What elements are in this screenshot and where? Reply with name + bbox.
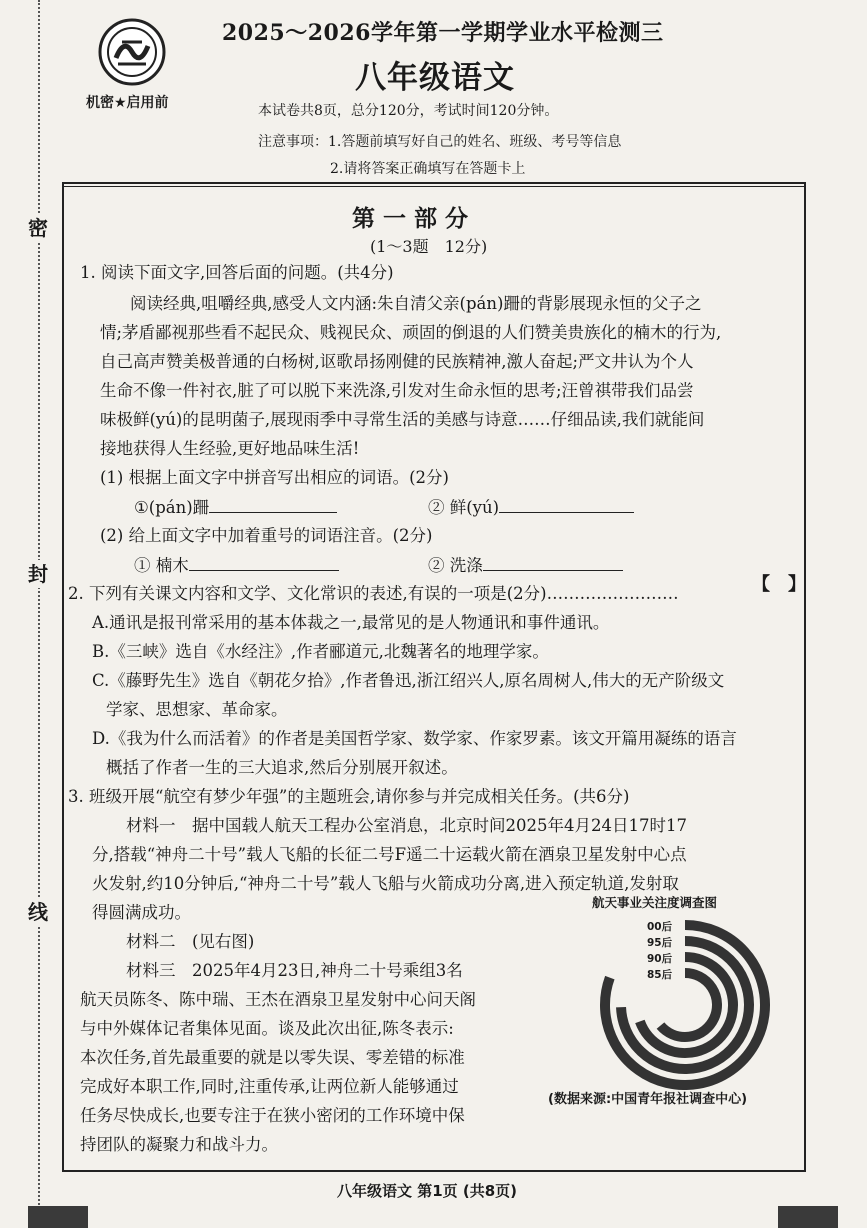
q2-stem: 2. 下列有关课文内容和文学、文化常识的表述,有误的一项是(2分)…………………… (68, 584, 679, 603)
q1-sub2: (2) 给上面文字中加着重号的词语注音。(2分) (100, 526, 433, 545)
answer-blank[interactable] (483, 554, 623, 571)
chart-arc-3 (660, 973, 717, 1037)
q1-passage-line: 情;茅盾鄙视那些看不起民众、贱视民众、顽固的倒退的人们赞美贵族化的楠木的行为, (100, 323, 722, 342)
binding-mark-line: 线 (28, 900, 48, 924)
q3-material3-line: 持团队的凝聚力和战斗力。 (80, 1135, 278, 1154)
school-logo (98, 18, 166, 86)
q3-material1-line: 材料一 据中国载人航天工程办公室消息，北京时间2025年4月24日17时17 (126, 816, 687, 835)
q3-material3-line: 与中外媒体记者集体见面。谈及此次出征,陈冬表示: (80, 1019, 454, 1038)
q1-passage-line: 味极鲜(yú)的昆明菌子,展现雨季中寻常生活的美感与诗意……仔细品读,我们就能间 (100, 410, 705, 429)
q1-passage-line: 接地获得人生经验,更好地品味生活! (100, 439, 360, 458)
chart-category-label: 95后 (647, 937, 673, 949)
frame-double-line (62, 186, 806, 187)
q3-stem: 3. 班级开展“航空有梦少年强”的主题班会,请你参与并完成相关任务。(共6分) (68, 787, 630, 806)
exam-title: 2025～2026学年第一学期学业水平检测三 (222, 20, 664, 46)
scan-edge-shadow (28, 1206, 88, 1228)
q1-stem: 1. 阅读下面文字,回答后面的问题。(共4分) (80, 263, 394, 282)
chart-title: 航天事业关注度调查图 (592, 895, 718, 910)
notice-line-1: 注意事项：1.答题前填写好自己的姓名、班级、考号等信息 (258, 134, 622, 150)
q3-material1-line: 分,搭载“神舟二十号”载人飞船的长征二号F遥二十运载火箭在酒泉卫星发射中心点 (92, 845, 687, 864)
binding-dotted-line (38, 0, 40, 1228)
q2-option-d: D.《我为什么而活着》的作者是美国哲学家、数学家、作家罗素。该文开篇用凝练的语言 (92, 729, 737, 748)
q1-sub1-a: ①(pán)跚 (134, 496, 337, 519)
confidential-label: 机密★启用前 (86, 95, 169, 111)
scan-edge-shadow (778, 1206, 838, 1228)
answer-blank[interactable] (209, 496, 337, 513)
section-range: (1～3题 12分) (370, 237, 488, 256)
q3-material1-line: 得圆满成功。 (92, 903, 191, 922)
q1-passage-line: 自己高声赞美极普通的白杨树,讴歌昂扬刚健的民族精神,激人奋起;严文井认为个人 (100, 352, 694, 371)
q1-sub2-a: ① 楠木 (134, 554, 339, 577)
binding-mark-close: 封 (28, 562, 48, 586)
q3-material2: 材料二 (见右图) (126, 932, 255, 951)
chart-category-label: 00后 (647, 921, 673, 933)
q3-material3-line: 完成好本职工作,同时,注重传承,让两位新人能够通过 (80, 1077, 459, 1096)
q1-sub1-b: ② 鲜(yú) (428, 496, 634, 519)
q3-material3-line: 航天员陈冬、陈中瑞、王杰在酒泉卫星发射中心问天阁 (80, 990, 476, 1009)
subject-title: 八年级语文 (355, 60, 515, 96)
answer-blank[interactable] (499, 496, 634, 513)
section-title: 第一部分 (352, 206, 476, 232)
q1-sub1: (1) 根据上面文字中拼音写出相应的词语。(2分) (100, 468, 449, 487)
q3-material3-line: 材料三 2025年4月23日,神舟二十号乘组3名 (126, 961, 463, 980)
q3-material3-line: 任务尽快成长,也要专注于在狭小密闭的工作环境中保 (80, 1106, 465, 1125)
q3-material3-line: 本次任务,首先最重要的就是以零失误、零差错的标准 (80, 1048, 465, 1067)
q1-passage-line: 阅读经典,咀嚼经典,感受人文内涵:朱自清父亲(pán)跚的背影展现永恒的父子之 (130, 294, 702, 313)
q2-option-c: C.《藤野先生》选自《朝花夕拾》,作者鲁迅,浙江绍兴人,原名周树人,伟大的无产阶级文 (92, 671, 725, 690)
q3-material1-line: 火发射,约10分钟后,“神舟二十号”载人飞船与火箭成功分离,进入预定轨道,发射取 (92, 874, 679, 893)
q2-option-d-cont: 概括了作者一生的三大追求,然后分别展开叙述。 (106, 758, 458, 777)
q2-option-c-cont: 学家、思想家、革命家。 (106, 700, 288, 719)
notice-line-2: 2.请将答案正确填写在答题卡上 (330, 161, 526, 177)
chart-arc-0 (605, 925, 765, 1085)
exam-info: 本试卷共8页，总分120分，考试时间120分钟。 (258, 103, 559, 119)
q2-answer-bracket[interactable]: 【 】 (752, 574, 806, 595)
chart-category-label: 85后 (647, 969, 673, 981)
chart-category-label: 90后 (647, 953, 673, 965)
q1-passage-line: 生命不像一件衬衣,脏了可以脱下来洗涤,引发对生命永恒的思考;汪曾祺带我们品尝 (100, 381, 694, 400)
page-footer: 八年级语文 第1页 (共8页) (337, 1182, 518, 1200)
chart-source: (数据来源:中国青年报社调查中心) (548, 1092, 748, 1107)
q2-option-b: B.《三峡》选自《水经注》,作者郦道元,北魏著名的地理学家。 (92, 642, 549, 661)
q2-option-a: A.通讯是报刊常采用的基本体裁之一,最常见的是人物通讯和事件通讯。 (92, 613, 610, 632)
answer-blank[interactable] (189, 554, 339, 571)
radial-bar-chart (590, 915, 780, 1090)
q1-sub2-b: ② 洗涤 (428, 554, 623, 577)
binding-mark-seal: 密 (28, 216, 48, 240)
